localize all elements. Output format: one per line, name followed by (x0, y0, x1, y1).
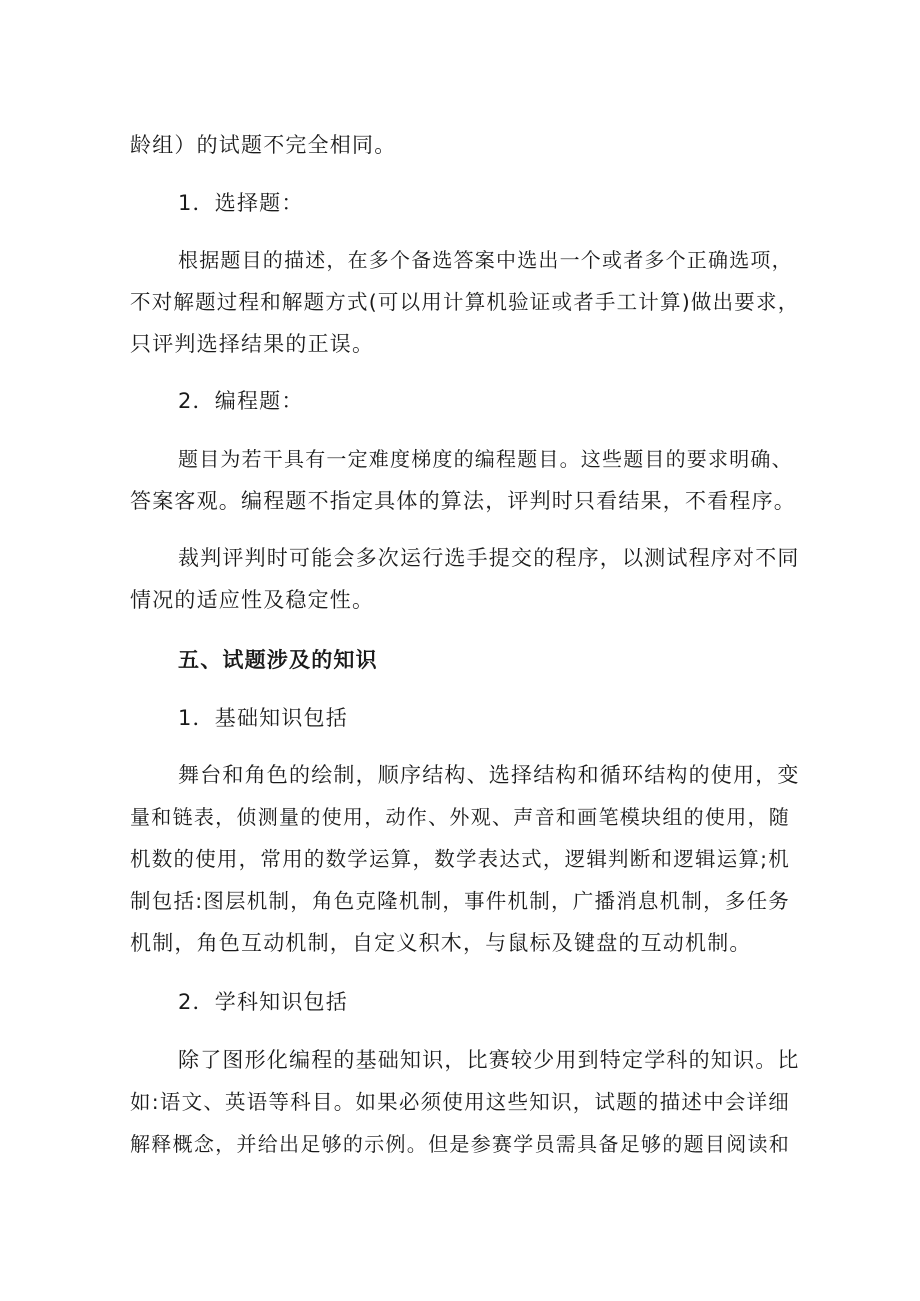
basic-knowledge-line-2: 量和链表，侦测量的使用，动作、外观、声音和画笔模块组的使用，随 (130, 805, 790, 829)
subject-knowledge-line-1: 除了图形化编程的基础知识，比赛较少用到特定学科的知识。比 (178, 1048, 800, 1072)
programming-desc-line-2: 答案客观。编程题不指定具体的算法，评判时只看结果，不看程序。 (130, 489, 796, 513)
item-heading-programming: 2．编程题： (178, 389, 304, 413)
basic-knowledge-line-4: 制包括:图层机制，角色克隆机制，事件机制，广播消息机制，多任务 (130, 889, 790, 913)
judging-desc-line-1: 裁判评判时可能会多次运行选手提交的程序，以测试程序对不同 (178, 546, 800, 570)
judging-desc-line-2: 情况的适应性及稳定性。 (130, 588, 375, 612)
continuation-line: 龄组）的试题不完全相同。 (130, 133, 397, 157)
subject-knowledge-line-3: 解释概念，并给出足够的示例。但是参赛学员需具备足够的题目阅读和 (130, 1132, 790, 1156)
choice-desc-line-2: 不对解题过程和解题方式(可以用计算机验证或者手工计算)做出要求， (130, 290, 800, 314)
basic-knowledge-line-1: 舞台和角色的绘制，顺序结构、选择结构和循环结构的使用，变 (178, 763, 800, 787)
programming-desc-line-1: 题目为若干具有一定难度梯度的编程题目。这些题目的要求明确、 (178, 447, 793, 471)
item-heading-subject-knowledge: 2．学科知识包括 (178, 990, 348, 1014)
section-heading-knowledge: 五、试题涉及的知识 (178, 648, 378, 672)
item-heading-basic-knowledge: 1．基础知识包括 (178, 706, 348, 730)
basic-knowledge-line-3: 机数的使用，常用的数学运算，数学表达式，逻辑判断和逻辑运算;机 (130, 847, 790, 871)
choice-desc-line-1: 根据题目的描述，在多个备选答案中选出一个或者多个正确选项， (178, 248, 793, 272)
basic-knowledge-line-5: 机制，角色互动机制，自定义积木，与鼠标及键盘的互动机制。 (130, 931, 752, 955)
choice-desc-line-3: 只评判选择结果的正误。 (130, 332, 375, 356)
subject-knowledge-line-2: 如:语文、英语等科目。如果必须使用这些知识，试题的描述中会详细 (130, 1090, 790, 1114)
item-heading-choice: 1．选择题： (178, 191, 304, 215)
